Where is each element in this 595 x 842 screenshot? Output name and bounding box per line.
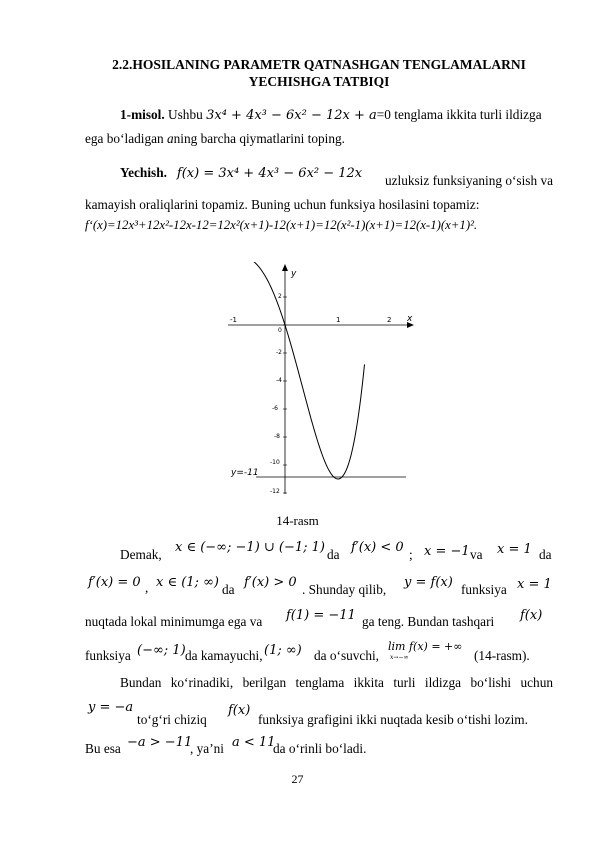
derivative-formula: f‘(x)=12x³+12x²-12x-12=12x²(x+1)-12(x+1)=12(x²-1)(x+1)=12(x-1)(x+1)². <box>85 218 478 232</box>
cond-positive: f′(x) > 0 <box>244 575 297 590</box>
function-curve <box>237 262 364 479</box>
section-title-line1: 2.2.HOSILANING PARAMETR QATNASHGAN TENGLAMALARNI <box>112 57 526 72</box>
solution-function: f(x) = 3x⁴ + 4x³ − 6x² − 12x <box>176 166 363 181</box>
text-orinli: da o‘rinli bo‘ladi. <box>273 741 367 756</box>
example-intro: Ushbu <box>168 107 203 122</box>
text-comma: , <box>145 580 149 595</box>
text-kamayuchi: da kamayuchi, <box>185 648 263 663</box>
y-minus-a: y = −a <box>88 700 134 715</box>
text-yani: , ya’ni <box>190 741 224 756</box>
x-equals-1b: x = 1 <box>517 577 552 592</box>
text-nuqtada: nuqtada lokal minimumga ega va <box>85 614 263 629</box>
y-tick-m4: -4 <box>276 377 282 384</box>
example-line2-start: ega bo‘ladigan <box>85 131 167 146</box>
interval-1: x ∈ (−∞; −1) ∪ (−1; 1) <box>175 540 326 555</box>
x-axis-label: x <box>407 314 413 324</box>
x-minus1: x = −1 <box>424 544 470 559</box>
y-tick-m10: -10 <box>270 459 280 466</box>
example-line2 <box>85 131 345 147</box>
cond-zero: f′(x) = 0 <box>88 575 141 590</box>
inequality-2: a < 11 <box>232 735 276 750</box>
line-label: y=-11 <box>231 468 259 478</box>
solution-line2: kamayish oraliqlarini topamiz. Buning uchun funksiya hosilasini topamiz: <box>85 197 480 212</box>
solution-label: Yechish. <box>120 165 167 180</box>
text-va: va <box>470 547 483 562</box>
page-number: 27 <box>291 772 304 786</box>
x-tick-1: 1 <box>336 316 341 324</box>
conclusion-line1 <box>120 547 162 563</box>
limit-expression: lim f(x) = +∞ <box>388 640 463 653</box>
text-funksiya2: funksiya <box>85 648 131 663</box>
inequality-1: −a > −11 <box>127 735 193 750</box>
y-axis-label: y <box>291 269 297 279</box>
interval-4: (1; ∞) <box>264 643 302 658</box>
function-graph <box>224 262 420 496</box>
param-a: a <box>166 131 174 146</box>
y-equals-fx: y = f(x) <box>404 575 453 590</box>
example-label: 1-misol. <box>120 107 165 122</box>
section-title-line2: YECHISHGA TATBIQI <box>248 74 390 89</box>
final-f-of-x: f(x) <box>228 703 251 718</box>
cond-negative: f′(x) < 0 <box>351 540 404 555</box>
y-tick-0: 0 <box>278 327 282 334</box>
example-line2-end: ning barcha qiymatlarini toping. <box>173 131 345 146</box>
solution-line1 <box>120 165 362 181</box>
text-da1: da <box>327 547 340 562</box>
f-of-x: f(x) <box>520 608 543 623</box>
example-equation: 3x⁴ + 4x³ − 6x² − 12x + a <box>206 108 377 123</box>
y-axis-arrow <box>282 264 288 271</box>
text-funksiya: funksiya <box>461 582 507 597</box>
text-shunday: . Shunday qilib, <box>302 582 387 597</box>
x-equals-1: x = 1 <box>497 542 532 557</box>
example-after-eq: =0 tenglama ikkita turli ildizga <box>376 107 542 122</box>
text-osuvchi: da o‘suvchi, <box>314 648 379 663</box>
limit-subscript: x→−∞ <box>390 654 409 661</box>
y-tick-m8: -8 <box>274 433 280 440</box>
y-tick-m12: -12 <box>270 488 280 495</box>
text-demak: Demak, <box>120 547 162 562</box>
text-da2: da <box>539 547 552 562</box>
y-tick-m2: -2 <box>276 349 282 356</box>
text-da3: da <box>222 582 235 597</box>
text-bu-esa: Bu esa <box>85 741 121 756</box>
text-kesib: funksiya grafigini ikki nuqtada kesib o‘tishi lozim. <box>258 712 528 727</box>
example-line1 <box>120 107 542 123</box>
figure-caption: 14-rasm <box>276 513 319 528</box>
text-14-rasm: (14-rasm). <box>474 648 530 663</box>
x-tick-neg1: -1 <box>230 316 237 324</box>
y-tick-2: 2 <box>278 293 282 300</box>
text-semicolon: ; <box>409 547 413 562</box>
text-ga-teng: ga teng. Bundan tashqari <box>362 614 495 629</box>
interval-2: x ∈ (1; ∞) <box>156 575 219 590</box>
final-line1: Bundan ko‘rinadiki, berilgan tenglama ikkita turli ildizga bo‘lishi uchun <box>120 675 553 690</box>
solution-after-func: uzluksiz funksiyaning o‘sish va <box>384 173 553 188</box>
text-togri-chiziq: to‘g‘ri chiziq <box>137 712 207 727</box>
y-tick-m6: -6 <box>272 405 278 412</box>
x-tick-2: 2 <box>387 316 392 324</box>
interval-3: (−∞; 1) <box>137 643 186 658</box>
f-min-value: f(1) = −11 <box>286 608 356 623</box>
